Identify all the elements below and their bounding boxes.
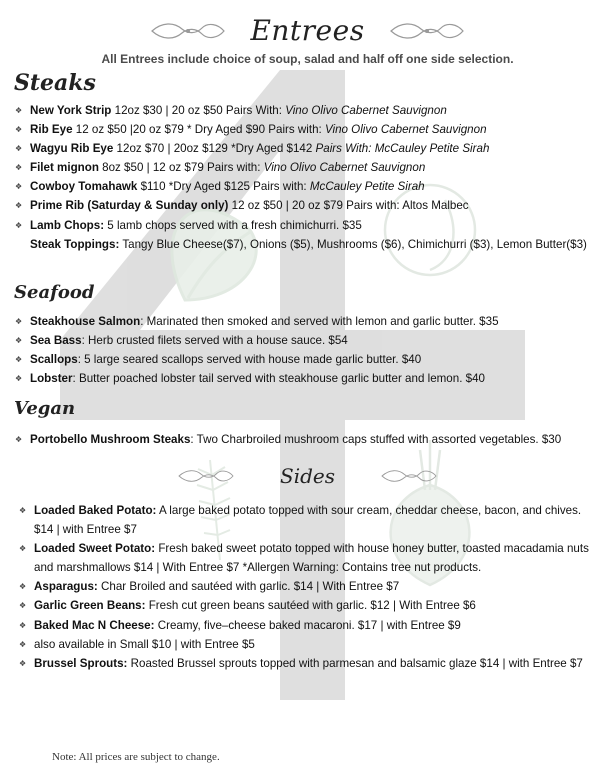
swirl-ornament-icon [176, 467, 236, 485]
section-title-sides: Sides [280, 464, 335, 488]
bullet-diamond-icon: ❖ [15, 106, 23, 115]
seafood-list [14, 312, 604, 388]
menu-item: ❖ also available in Small $10 | with Entree $5 [18, 635, 596, 654]
price-note: Note: All prices are subject to change. [52, 751, 220, 763]
menu-item: ❖ Brussel Sprouts: Roasted Brussel sprouts topped with parmesan and balsamic glaze $14 | with Entree $7 [18, 654, 596, 673]
swirl-ornament-icon [387, 20, 467, 42]
menu-item: ❖ Loaded Baked Potato: A large baked potato topped with sour cream, cheddar cheese, bacon, and chives. $14 | with Entree $7 [18, 501, 596, 539]
bullet-diamond-icon: ❖ [15, 182, 23, 192]
swirl-ornament-icon [148, 20, 228, 42]
bullet-diamond-icon: ❖ [19, 601, 27, 611]
steak-toppings: Steak Toppings: Tangy Blue Cheese($7), Onions ($5), Mushrooms ($6), Chimichurri ($3), Lemon Butter($3) [30, 237, 587, 251]
bullet-diamond-icon: ❖ [15, 163, 23, 173]
menu-item: ❖ Prime Rib (Saturday & Sunday only) 12 oz $50 | 20 oz $79 Pairs with: Altos Malbec [14, 196, 604, 215]
sides-header [0, 464, 615, 488]
bullet-diamond-icon: ❖ [15, 336, 23, 346]
menu-item: ❖ Scallops: 5 large seared scallops served with house made garlic butter. $40 [14, 350, 604, 369]
bullet-diamond-icon: ❖ [15, 317, 23, 326]
entrees-subtitle: All Entrees include choice of soup, salad and half off one side selection. [101, 52, 514, 66]
menu-item: ❖ Garlic Green Beans: Fresh cut green beans sautéed with garlic. $12 | With Entree $6 [18, 596, 596, 615]
menu-item: ❖ Lobster: Butter poached lobster tail served with steakhouse garlic butter and lemon. $40 [14, 369, 604, 388]
menu-item: ❖ Loaded Sweet Potato: Fresh baked sweet potato topped with house honey butter, toasted macadamia nuts and marshmallows $14 | With Entree $7 *Allergen Warning: Contains tree nut products. [18, 539, 596, 577]
bullet-diamond-icon: ❖ [19, 620, 27, 630]
steaks-list [14, 101, 604, 254]
menu-item: ❖ Steakhouse Salmon: Marinated then smoked and served with lemon and garlic butter. $35 [14, 312, 604, 331]
bullet-diamond-icon: ❖ [19, 582, 27, 592]
bullet-diamond-icon: ❖ [15, 355, 23, 365]
bullet-diamond-icon: ❖ [15, 125, 23, 135]
menu-item: ❖ Filet mignon 8oz $50 | 12 oz $79 Pairs with: Vino Olivo Cabernet Sauvignon [14, 158, 604, 177]
section-title-seafood: Seafood [14, 282, 95, 303]
bullet-diamond-icon: ❖ [15, 201, 23, 211]
section-title-vegan: Vegan [14, 398, 76, 419]
bullet-diamond-icon: ❖ [15, 144, 23, 154]
menu-item: ❖ New York Strip 12oz $30 | 20 oz $50 Pairs With: Vino Olivo Cabernet Sauvignon [14, 101, 604, 120]
menu-item: ❖ Wagyu Rib Eye 12oz $70 | 20oz $129 *Dry Aged $142 Pairs With: McCauley Petite Sirah [14, 139, 604, 158]
menu-item: ❖ Baked Mac N Cheese: Creamy, five–cheese baked macaroni. $17 | with Entree $9 [18, 616, 596, 635]
swirl-ornament-icon [379, 467, 439, 485]
bullet-diamond-icon: ❖ [15, 435, 23, 444]
bullet-diamond-icon: ❖ [15, 374, 23, 384]
menu-header [0, 14, 615, 47]
menu-item: ❖ Lamb Chops: 5 lamb chops served with a fresh chimichurri. $35 [14, 216, 604, 235]
page-title: Entrees [250, 14, 365, 47]
menu-item: ❖ Cowboy Tomahawk $110 *Dry Aged $125 Pairs with: McCauley Petite Sirah [14, 177, 604, 196]
menu-item: ❖ Asparagus: Char Broiled and sautéed with garlic. $14 | With Entree $7 [18, 577, 596, 596]
menu-item: ❖ Portobello Mushroom Steaks: Two Charbroiled mushroom caps stuffed with assorted vegetables. $30 [14, 430, 604, 449]
sides-list [18, 501, 596, 673]
bullet-diamond-icon: ❖ [19, 658, 27, 668]
menu-item: ❖ Rib Eye 12 oz $50 |20 oz $79 * Dry Aged $90 Pairs with: Vino Olivo Cabernet Sauvignon [14, 120, 604, 139]
menu-item: ❖ Sea Bass: Herb crusted filets served with a house sauce. $54 [14, 331, 604, 350]
bullet-diamond-icon: ❖ [19, 544, 27, 554]
bullet-diamond-icon: ❖ [19, 506, 27, 515]
section-title-steaks: Steaks [14, 70, 96, 96]
vegan-list [14, 430, 604, 449]
bullet-diamond-icon: ❖ [19, 639, 27, 649]
bullet-diamond-icon: ❖ [15, 220, 23, 230]
